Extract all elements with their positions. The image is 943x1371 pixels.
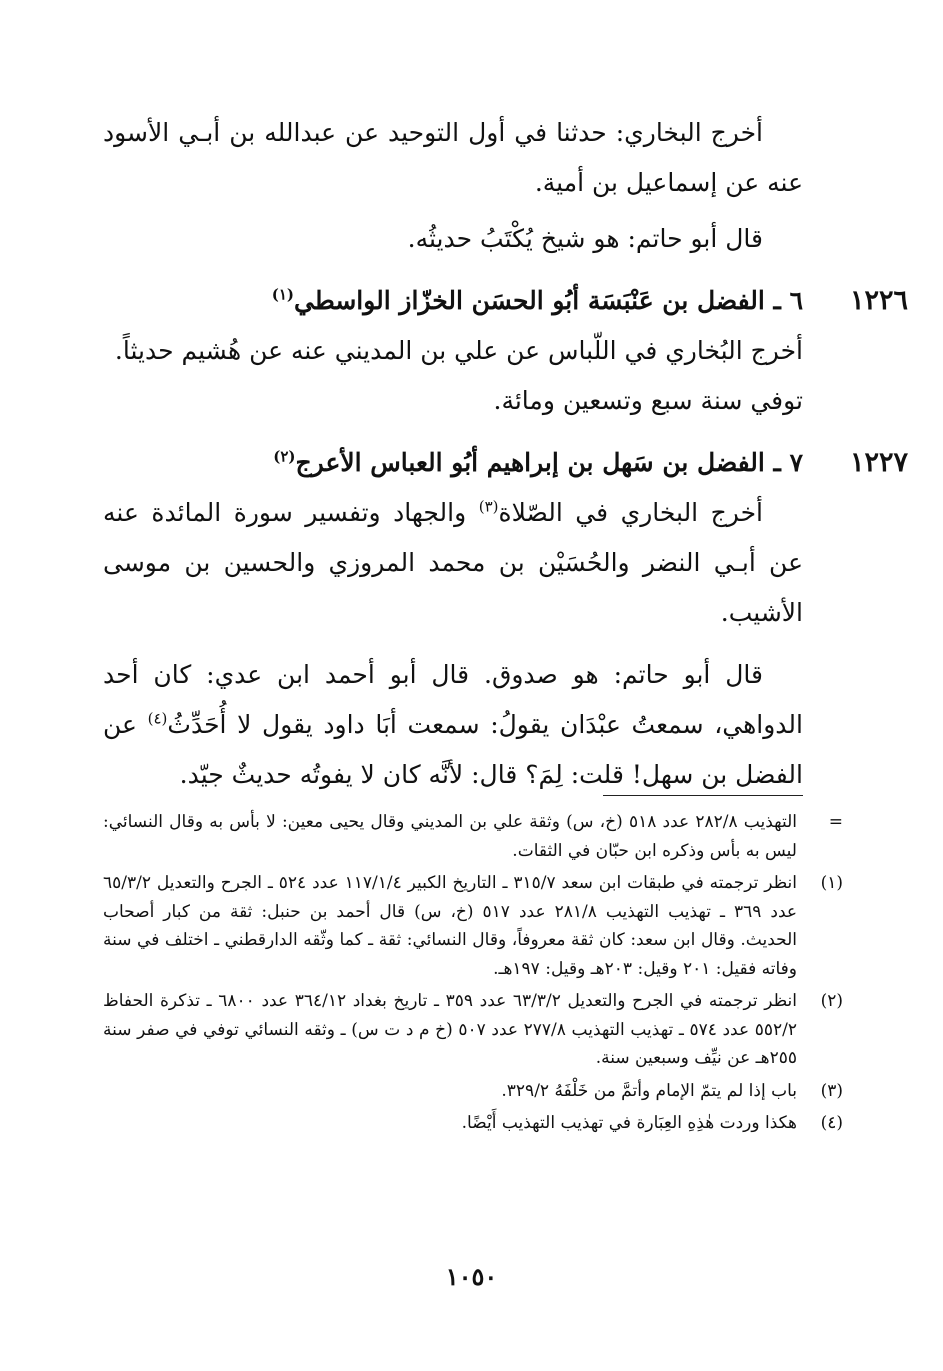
page-number: ١٠٥٠ — [445, 1262, 498, 1291]
footnote — [103, 808, 843, 865]
footnote — [103, 1077, 843, 1106]
footnote-text: هكذا وردت هٰذِهِ العِبَارة في تهذيب التهذيب أَيْضًا. — [461, 1113, 797, 1133]
paragraph: قال أبو حاتم: هو شيخ يُكْتَبُ حديثُه. — [407, 224, 763, 253]
entry-heading-text: ٧ ـ الفضل بن سَهل بن إبراهيم أبُو العباس الأعرج — [295, 448, 803, 477]
footnote — [103, 987, 843, 1073]
footnote-marker: (٤) — [820, 1113, 843, 1133]
footnote-marker: (٣) — [820, 1080, 843, 1101]
paragraph — [103, 650, 803, 800]
entry-heading — [103, 276, 803, 326]
paragraph: توفي سنة سبع وتسعين ومائة. — [493, 386, 803, 415]
footnote-ref: (١) — [271, 285, 294, 304]
footnote-text: انظر ترجمته في طبقات ابن سعد ٣١٥/٧ ـ التاريخ الكبير ١١٧/١/٤ عدد ٥٢٤ ـ الجرح والتعديل ٦٥/٣/٢ عدد ٣٦٩ ـ تهذيب التهذيب ٢٨١/٨ عدد ٥١٧ (خ، س) قال أحمد بن حنبل: ثقة من كبار أصحاب الحديث. وقال ابن سعد: كان ثقة معروفاً، وقال النسائي: ثقة ـ كما وثّقه الدارقطني ـ اختلف في سنة وفاته فقيل: ٢٠١ وقيل: ٢٠٣هـ وقيل: ١٩٧هـ. — [103, 873, 798, 979]
footnote-text: انظر ترجمته في الجرح والتعديل ٦٣/٣/٢ عدد ٣٥٩ ـ تاريخ بغداد ٣٦٤/١٢ عدد ٦٨٠٠ ـ تذكرة الحفاظ ٥٥٢/٢ عدد ٥٧٤ ـ تهذيب التهذيب ٢٧٧/٨ عدد ٥٠٧ (خ م د ت س) ـ وثقه النسائي توفي في صفر سنة ٢٥٥هـ عن نيِّف وسبعين سنة. — [103, 991, 798, 1068]
footnote-marker: = — [828, 812, 843, 832]
narrator-entry — [103, 276, 908, 426]
footnote-ref: (٢) — [273, 447, 296, 466]
entry-number: ١٢٢٧ — [849, 447, 908, 478]
footnote-divider — [603, 795, 803, 796]
narrator-entry — [103, 438, 908, 800]
footnote-ref: (٣) — [478, 497, 499, 516]
text-run: أخرج البخاري في الصّلاة — [498, 498, 763, 527]
footnote-marker: (٢) — [820, 991, 843, 1011]
footnote-ref: (٤) — [147, 709, 168, 728]
footnote — [103, 869, 843, 983]
footnotes — [103, 808, 843, 1142]
paragraph — [103, 488, 803, 638]
text-run: قال أبو حاتم: هو صدوق. قال أبو أحمد ابن عدي: كان أحد الدواهي، سمعتُ عبْدَان يقولُ: سمعت أبَا داود يقول لا أُحَدِّثُ — [103, 660, 803, 739]
footnote-text: باب إذا لم يتمّ الإمام وأتمَّ من خَلْفَهُ ٣٢٩/٢. — [501, 1080, 797, 1101]
footnote-text: التهذيب ٢٨٢/٨ عدد ٥١٨ (خ، س) وثقة علي بن المديني وقال يحيى معين: لا بأس به وقال النسائي: ليس به بأس وذكره ابن حبّان في الثقات. — [103, 812, 798, 861]
footnote-marker: (١) — [820, 873, 843, 893]
text-run: عن الفضل بن سهل! قلت: لِمَ؟ قال: لأنَّه كان لا يفوتُه حديثٌ جيّد. — [103, 710, 803, 789]
entry-number: ١٢٢٦ — [849, 285, 908, 316]
paragraph: أخرج البُخاري في اللّباس عن علي بن المديني عنه عن هُشيم حديثاً. — [114, 336, 803, 365]
main-text — [103, 108, 908, 800]
entry-heading — [103, 438, 803, 488]
footnote — [103, 1109, 843, 1138]
text-run: والجهاد وتفسير سورة المائدة عنه عن أبـي النضر والحُسَيْن بن محمد المروزي والحسين بن موسى الأشيب. — [103, 498, 803, 627]
entry-heading-text: ٦ ـ الفضل بن عَنْبَسَة أبُو الحسَن الخزّاز الواسطي — [294, 286, 803, 315]
paragraph: أخرج البخاري: حدثنا في أول التوحيد عن عبدالله بن أبـي الأسود عنه عن إسماعيل بن أمية. — [103, 118, 803, 197]
